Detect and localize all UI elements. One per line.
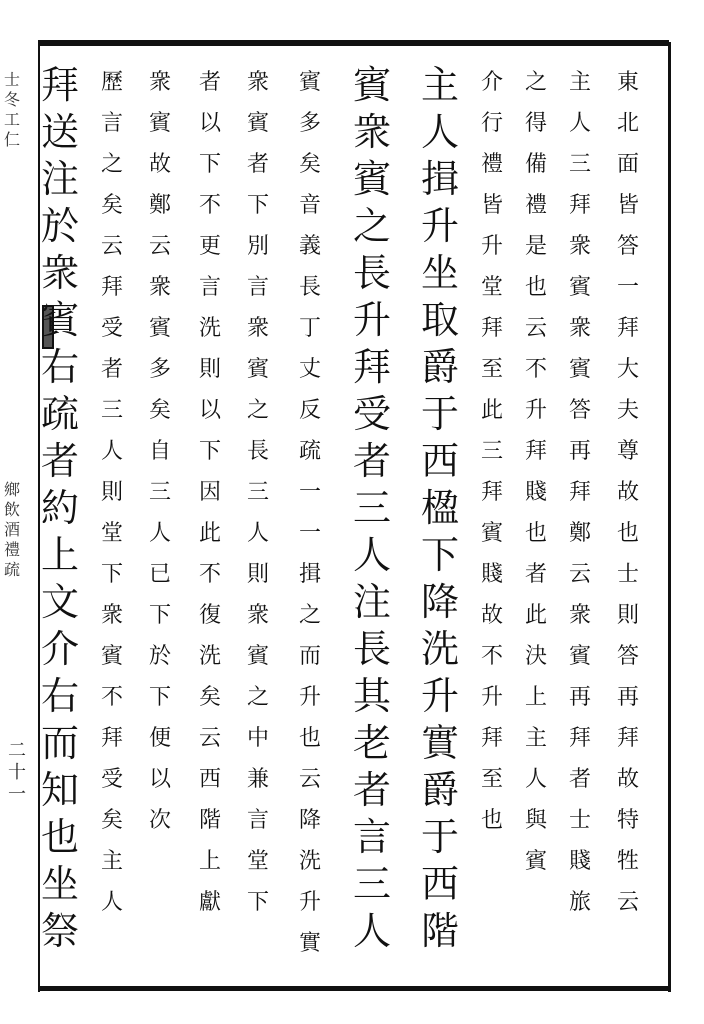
character: 多 xyxy=(148,357,171,382)
character: 人 xyxy=(246,521,269,546)
character: 云 xyxy=(568,562,591,587)
character: 已 xyxy=(148,562,171,587)
character: 復 xyxy=(198,603,221,628)
character: 升 xyxy=(524,398,547,423)
character: 也 xyxy=(298,726,321,751)
character: 云 xyxy=(198,726,221,751)
character: 云 xyxy=(148,234,171,259)
character: 人 xyxy=(352,533,391,577)
character: 皆 xyxy=(480,193,503,218)
character: 與 xyxy=(524,808,547,833)
character: 下 xyxy=(246,890,269,915)
character: 升 xyxy=(480,234,503,259)
character: 衆 xyxy=(568,603,591,628)
character: 音 xyxy=(298,193,321,218)
character: 堂 xyxy=(480,275,503,300)
character: 西 xyxy=(198,767,221,792)
character: 降 xyxy=(298,808,321,833)
character: 鄭 xyxy=(568,521,591,546)
character: 特 xyxy=(616,808,639,833)
character: 是 xyxy=(524,234,547,259)
character: 三 xyxy=(148,480,171,505)
character: 升 xyxy=(298,685,321,710)
character: 一 xyxy=(298,480,321,505)
character: 賓 xyxy=(246,644,269,669)
character: 下 xyxy=(148,685,171,710)
character: 拜 xyxy=(568,193,591,218)
character: 三 xyxy=(352,486,391,530)
character: 升 xyxy=(352,298,391,342)
character: 也 xyxy=(524,275,547,300)
character: 尊 xyxy=(616,439,639,464)
character: 中 xyxy=(246,726,269,751)
character: 拜 xyxy=(40,63,79,107)
character: 西 xyxy=(420,439,459,483)
character: 介 xyxy=(40,627,79,671)
text-column xyxy=(97,62,127,923)
character: 受 xyxy=(352,392,391,436)
character: 揖 xyxy=(298,562,321,587)
character: 人 xyxy=(352,909,391,953)
character: 人 xyxy=(524,767,547,792)
character: 之 xyxy=(298,603,321,628)
character: 拜 xyxy=(568,726,591,751)
character: 疏 xyxy=(298,439,321,464)
character: 賓 xyxy=(352,157,391,201)
character: 下 xyxy=(198,152,221,177)
character: 賓 xyxy=(568,644,591,669)
character: 自 xyxy=(148,439,171,464)
margin-header: 士冬工仁 xyxy=(4,70,21,149)
character: 者 xyxy=(352,439,391,483)
character: 主 xyxy=(100,849,123,874)
character: 也 xyxy=(524,521,547,546)
character: 言 xyxy=(198,275,221,300)
character: 禮 xyxy=(480,152,503,177)
character: 其 xyxy=(352,674,391,718)
character: 人 xyxy=(420,110,459,154)
character: 三 xyxy=(568,152,591,177)
character: 賓 xyxy=(246,357,269,382)
character: 別 xyxy=(246,234,269,259)
character: 主 xyxy=(524,726,547,751)
character: 人 xyxy=(568,111,591,136)
character: 丁 xyxy=(298,316,321,341)
character: 者 xyxy=(246,152,269,177)
character: 拜 xyxy=(480,316,503,341)
character: 賓 xyxy=(524,849,547,874)
character: 答 xyxy=(568,398,591,423)
frame-bottom-border xyxy=(38,986,669,991)
character: 者 xyxy=(352,768,391,812)
character: 坐 xyxy=(40,862,79,906)
text-column xyxy=(521,62,551,882)
character: 衆 xyxy=(40,251,79,295)
character: 不 xyxy=(198,193,221,218)
character: 答 xyxy=(616,644,639,669)
character: 下 xyxy=(420,533,459,577)
character: 拜 xyxy=(480,726,503,751)
character: 次 xyxy=(148,808,171,833)
character: 約 xyxy=(40,486,79,530)
character: 拜 xyxy=(100,726,123,751)
character: 北 xyxy=(616,111,639,136)
character: 楹 xyxy=(420,486,459,530)
character: 一 xyxy=(616,275,639,300)
character: 降 xyxy=(420,580,459,624)
character: 賓 xyxy=(352,63,391,107)
character: 以 xyxy=(198,111,221,136)
character: 反 xyxy=(298,398,321,423)
character: 賤 xyxy=(480,562,503,587)
character: 之 xyxy=(352,204,391,248)
character: 于 xyxy=(420,392,459,436)
margin-title: 鄉飲酒禮疏 xyxy=(4,480,21,579)
character: 者 xyxy=(568,767,591,792)
character: 賤 xyxy=(568,849,591,874)
character: 三 xyxy=(246,480,269,505)
text-column xyxy=(295,62,325,964)
character: 鄭 xyxy=(148,193,171,218)
character: 者 xyxy=(40,439,79,483)
character: 拜 xyxy=(352,345,391,389)
character: 下 xyxy=(148,603,171,628)
text-column xyxy=(195,62,225,923)
character: 上 xyxy=(198,849,221,874)
character: 升 xyxy=(420,674,459,718)
character: 三 xyxy=(100,398,123,423)
character: 此 xyxy=(524,603,547,628)
character: 介 xyxy=(480,70,503,95)
character: 上 xyxy=(524,685,547,710)
character: 祭 xyxy=(40,909,79,953)
character: 階 xyxy=(420,909,459,953)
character: 旅 xyxy=(568,890,591,915)
character: 拜 xyxy=(616,726,639,751)
text-column xyxy=(145,62,175,841)
character: 至 xyxy=(480,357,503,382)
character: 以 xyxy=(198,398,221,423)
character: 送 xyxy=(40,110,79,154)
character: 於 xyxy=(148,644,171,669)
character: 賓 xyxy=(148,316,171,341)
character: 長 xyxy=(352,627,391,671)
character: 而 xyxy=(298,644,321,669)
character: 下 xyxy=(198,439,221,464)
character: 而 xyxy=(40,721,79,765)
character: 賓 xyxy=(298,70,321,95)
character: 升 xyxy=(480,685,503,710)
character: 矣 xyxy=(198,685,221,710)
character: 歷 xyxy=(100,70,123,95)
character: 老 xyxy=(352,721,391,765)
character: 不 xyxy=(480,644,503,669)
character: 云 xyxy=(524,316,547,341)
character: 三 xyxy=(480,439,503,464)
character: 再 xyxy=(568,685,591,710)
character: 右 xyxy=(40,345,79,389)
character: 矣 xyxy=(100,808,123,833)
character: 賓 xyxy=(480,521,503,546)
character: 實 xyxy=(298,931,321,956)
character: 疏 xyxy=(40,392,79,436)
character: 之 xyxy=(524,70,547,95)
character: 者 xyxy=(198,70,221,95)
character: 不 xyxy=(198,562,221,587)
character: 此 xyxy=(480,398,503,423)
character: 於 xyxy=(40,204,79,248)
character: 知 xyxy=(40,768,79,812)
character: 上 xyxy=(40,533,79,577)
character: 堂 xyxy=(100,521,123,546)
character: 取 xyxy=(420,298,459,342)
character: 之 xyxy=(100,152,123,177)
character: 決 xyxy=(524,644,547,669)
character: 不 xyxy=(100,685,123,710)
character: 故 xyxy=(148,152,171,177)
character: 洗 xyxy=(420,627,459,671)
character: 也 xyxy=(616,521,639,546)
character: 士 xyxy=(568,808,591,833)
character: 坐 xyxy=(420,251,459,295)
character: 也 xyxy=(40,815,79,859)
character: 衆 xyxy=(246,316,269,341)
character: 衆 xyxy=(148,275,171,300)
character: 衆 xyxy=(352,110,391,154)
character: 言 xyxy=(100,111,123,136)
character: 云 xyxy=(616,890,639,915)
character: 矣 xyxy=(100,193,123,218)
character: 言 xyxy=(246,275,269,300)
character: 義 xyxy=(298,234,321,259)
character: 則 xyxy=(100,480,123,505)
character: 拜 xyxy=(568,480,591,505)
character: 爵 xyxy=(420,345,459,389)
character: 一 xyxy=(298,521,321,546)
character: 升 xyxy=(420,204,459,248)
character: 言 xyxy=(246,808,269,833)
character: 不 xyxy=(524,357,547,382)
character: 大 xyxy=(616,357,639,382)
character: 衆 xyxy=(148,70,171,95)
text-column xyxy=(565,62,595,923)
character: 故 xyxy=(480,603,503,628)
character: 主 xyxy=(420,63,459,107)
character: 夫 xyxy=(616,398,639,423)
character: 衆 xyxy=(246,603,269,628)
character: 揖 xyxy=(420,157,459,201)
character: 拜 xyxy=(524,439,547,464)
character: 長 xyxy=(352,251,391,295)
character: 則 xyxy=(616,603,639,628)
character: 洗 xyxy=(198,316,221,341)
folio-number: 二十一 xyxy=(8,740,26,805)
character: 文 xyxy=(40,580,79,624)
character: 衆 xyxy=(246,70,269,95)
character: 者 xyxy=(524,562,547,587)
character: 受 xyxy=(100,316,123,341)
text-column xyxy=(36,62,84,955)
character: 洗 xyxy=(298,849,321,874)
character: 也 xyxy=(480,808,503,833)
character: 拜 xyxy=(616,316,639,341)
character: 于 xyxy=(420,815,459,859)
text-column xyxy=(477,62,507,841)
character: 則 xyxy=(198,357,221,382)
character: 再 xyxy=(568,439,591,464)
character: 賤 xyxy=(524,480,547,505)
character: 者 xyxy=(100,357,123,382)
character: 更 xyxy=(198,234,221,259)
character: 賓 xyxy=(568,357,591,382)
character: 便 xyxy=(148,726,171,751)
character: 士 xyxy=(616,562,639,587)
character: 堂 xyxy=(246,849,269,874)
character: 禮 xyxy=(524,193,547,218)
character: 行 xyxy=(480,111,503,136)
character: 拜 xyxy=(100,275,123,300)
character: 人 xyxy=(100,439,123,464)
character: 獻 xyxy=(198,890,221,915)
character: 故 xyxy=(616,480,639,505)
character: 備 xyxy=(524,152,547,177)
character: 階 xyxy=(198,808,221,833)
character: 再 xyxy=(616,685,639,710)
character: 受 xyxy=(100,767,123,792)
character: 賓 xyxy=(568,275,591,300)
text-column xyxy=(613,62,643,923)
character: 兼 xyxy=(246,767,269,792)
character: 西 xyxy=(420,862,459,906)
character: 牲 xyxy=(616,849,639,874)
character: 人 xyxy=(100,890,123,915)
character: 爵 xyxy=(420,768,459,812)
character: 賓 xyxy=(148,111,171,136)
character: 賓 xyxy=(40,298,79,342)
text-column xyxy=(243,62,273,923)
character: 注 xyxy=(352,580,391,624)
character: 賓 xyxy=(246,111,269,136)
character: 矣 xyxy=(148,398,171,423)
character: 衆 xyxy=(568,316,591,341)
character: 下 xyxy=(100,562,123,587)
character: 注 xyxy=(40,157,79,201)
character: 衆 xyxy=(568,234,591,259)
character: 故 xyxy=(616,767,639,792)
character: 則 xyxy=(246,562,269,587)
character: 言 xyxy=(352,815,391,859)
character: 云 xyxy=(100,234,123,259)
character: 三 xyxy=(352,862,391,906)
character: 此 xyxy=(198,521,221,546)
character: 東 xyxy=(616,70,639,95)
character: 升 xyxy=(298,890,321,915)
character: 得 xyxy=(524,111,547,136)
character: 皆 xyxy=(616,193,639,218)
character: 主 xyxy=(568,70,591,95)
character: 長 xyxy=(246,439,269,464)
character: 以 xyxy=(148,767,171,792)
character: 衆 xyxy=(100,603,123,628)
character: 拜 xyxy=(480,480,503,505)
text-column xyxy=(348,62,396,955)
character: 多 xyxy=(298,111,321,136)
character: 賓 xyxy=(100,644,123,669)
character: 之 xyxy=(246,398,269,423)
character: 丈 xyxy=(298,357,321,382)
character: 洗 xyxy=(198,644,221,669)
character: 云 xyxy=(298,767,321,792)
character: 實 xyxy=(420,721,459,765)
character: 因 xyxy=(198,480,221,505)
text-column xyxy=(416,62,464,955)
character: 長 xyxy=(298,275,321,300)
character: 答 xyxy=(616,234,639,259)
character: 面 xyxy=(616,152,639,177)
character: 矣 xyxy=(298,152,321,177)
character: 之 xyxy=(246,685,269,710)
character: 下 xyxy=(246,193,269,218)
character: 右 xyxy=(40,674,79,718)
character: 至 xyxy=(480,767,503,792)
character: 人 xyxy=(148,521,171,546)
